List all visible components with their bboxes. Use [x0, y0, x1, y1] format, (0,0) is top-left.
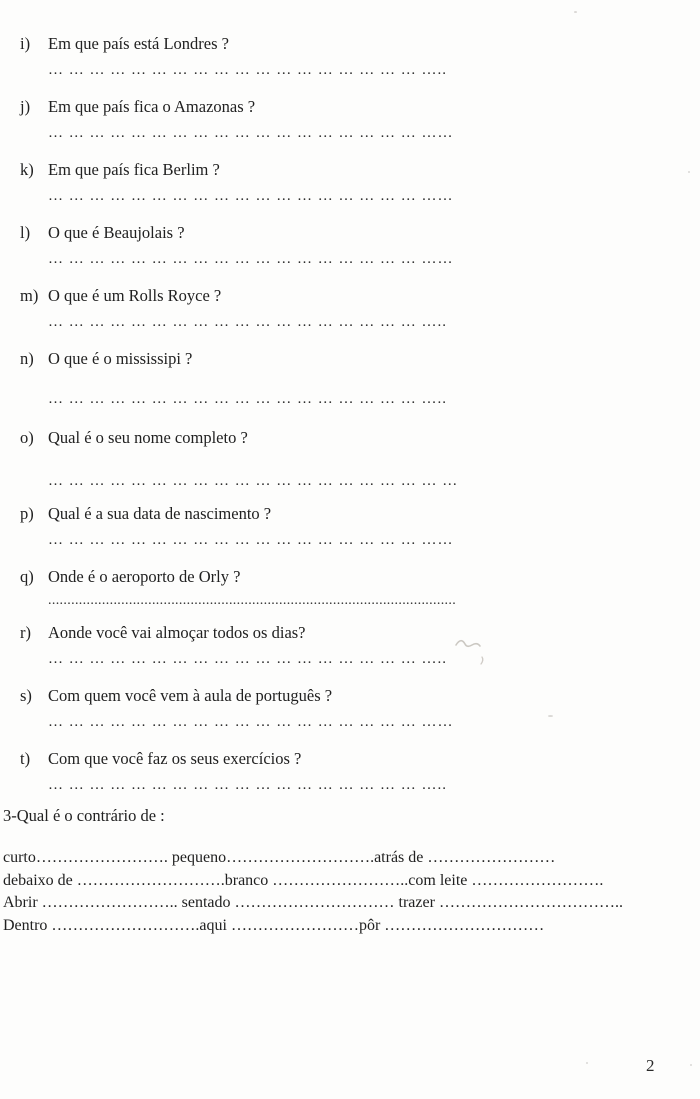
question-label: l) — [20, 223, 31, 242]
question-text: O que é o mississipi ? — [48, 349, 193, 368]
question-item — [20, 157, 700, 206]
answer-dotted-line: … … … … … … … … … … … … … … … … … … …… — [48, 714, 454, 730]
question-text: Onde é o aeroporto de Orly ? — [48, 567, 241, 586]
question-label: j) — [20, 97, 31, 116]
answer-dotted-line: … … … … … … … … … … … … … … … … … … …… — [48, 251, 454, 267]
question-item — [20, 746, 700, 795]
question-item — [20, 683, 700, 732]
question-item — [20, 31, 700, 80]
answer-dotted-line: … … … … … … … … … … … … … … … … … … …… — [48, 125, 454, 141]
question-label: q) — [20, 567, 34, 586]
antonym-row: Dentro ……………………….aqui ……………………pôr ………………………… — [3, 916, 545, 934]
question-item — [20, 620, 700, 669]
page-number: 2 — [646, 1056, 655, 1075]
question-text: Em que país fica Berlim ? — [48, 160, 220, 179]
question-label: o) — [20, 428, 34, 447]
question-text: Com que você faz os seus exercícios ? — [48, 749, 302, 768]
question-item — [20, 501, 700, 550]
question-text: O que é Beaujolais ? — [48, 223, 185, 242]
scan-speck — [574, 11, 577, 13]
question-label: s) — [20, 686, 32, 705]
antonym-row: curto……………………. pequeno……………………….atrás de …………………… — [3, 849, 556, 866]
question-label: t) — [20, 749, 31, 768]
answer-dotted-line: .......................................................................................................... — [48, 593, 457, 608]
pencil-smudge — [452, 633, 494, 669]
question-label: n) — [20, 349, 34, 368]
antonym-row: debaixo de ……………………….branco ……………………..com leite ……………………. — [3, 871, 604, 889]
question-text: Aonde você vai almoçar todos os dias? — [48, 623, 306, 642]
question-text: Em que país fica o Amazonas ? — [48, 97, 256, 116]
answer-dotted-line: … … … … … … … … … … … … … … … … … … …… — [48, 532, 454, 548]
answer-dotted-line: … … … … … … … … … … … … … … … … … … ….. — [48, 651, 447, 667]
antonym-row: Abrir …………………….. sentado ………………………… trazer …………………………….. — [3, 894, 623, 911]
question-item — [20, 346, 700, 409]
answer-dotted-line: … … … … … … … … … … … … … … … … … … ….. — [48, 314, 447, 330]
exercise3-antonyms — [0, 803, 700, 937]
question-text: Qual é o seu nome completo ? — [48, 428, 248, 447]
answer-dotted-line: … … … … … … … … … … … … … … … … … … ….. — [48, 62, 447, 78]
question-label: r) — [20, 623, 31, 642]
answer-dotted-line: … … … … … … … … … … … … … … … … … … …… — [48, 188, 454, 204]
question-label: i) — [20, 34, 31, 53]
answer-dotted-line: … … … … … … … … … … … … … … … … … … … … — [48, 473, 459, 489]
question-item — [20, 94, 700, 143]
question-item — [20, 564, 700, 611]
question-text: Com quem você vem à aula de português ? — [48, 686, 333, 705]
question-text: O que é um Rolls Royce ? — [48, 286, 222, 305]
question-text: Em que país está Londres ? — [48, 34, 229, 53]
scan-speck — [690, 1064, 692, 1066]
answer-dotted-line: … … … … … … … … … … … … … … … … … … ….. — [48, 391, 447, 407]
question-item — [20, 220, 700, 269]
question-item — [20, 425, 700, 491]
question-text: Qual é a sua data de nascimento ? — [48, 504, 272, 523]
question-label: k) — [20, 160, 34, 179]
question-item — [20, 283, 700, 332]
answer-dotted-line: … … … … … … … … … … … … … … … … … … ….. — [48, 777, 447, 793]
question-label: p) — [20, 504, 34, 523]
question-label: m) — [20, 286, 39, 305]
scan-speck — [586, 1062, 588, 1064]
exercise-heading: 3-Qual é o contrário de : — [3, 806, 165, 825]
scan-speck — [548, 715, 553, 717]
scan-speck — [688, 171, 690, 173]
